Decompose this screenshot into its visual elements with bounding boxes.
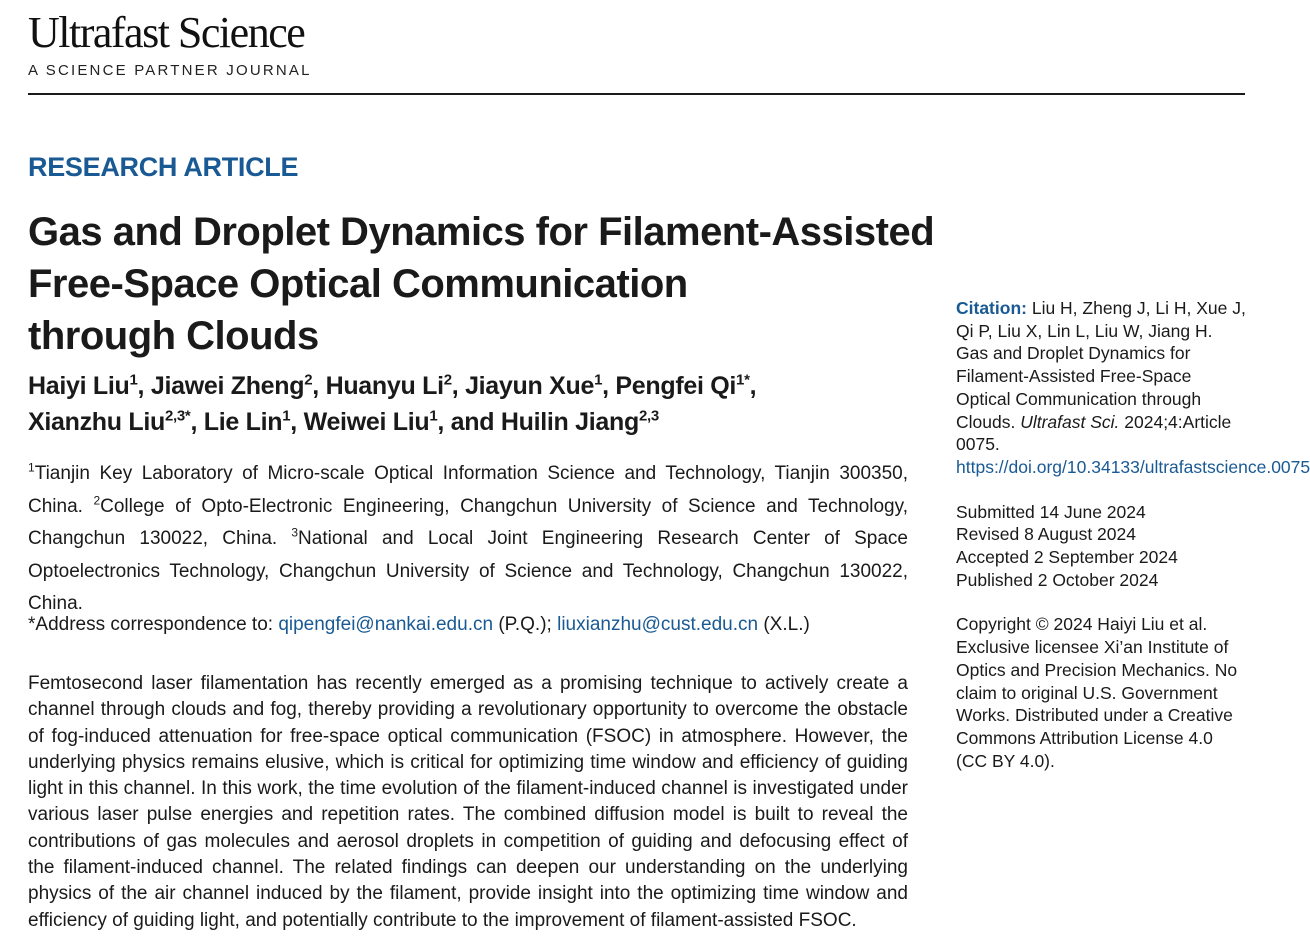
journal-name: Ultrafast Science bbox=[28, 8, 305, 57]
author-affil-sup: 2 bbox=[443, 371, 452, 389]
copyright-notice: Copyright © 2024 Haiyi Liu et al. Exclusive licensee Xi’an Institute of Optics and Precision Mechanics. No claim to original U.S. Government Works. Distributed under a Creative Commons Attribution License 4.0 (CC BY 4.0). bbox=[956, 614, 1238, 771]
author-affil-sup: 2,3 bbox=[638, 407, 659, 425]
article-type: RESEARCH ARTICLE bbox=[28, 152, 299, 182]
doi-link[interactable]: https://doi.org/10.34133/ultrafastscience.0075 bbox=[956, 456, 1310, 477]
author-name: Lie Lin bbox=[203, 408, 283, 436]
author-affil-sup: 1 bbox=[429, 407, 438, 425]
correspondence-suffix: (X.L.) bbox=[758, 614, 810, 635]
affil-sup: 3 bbox=[291, 525, 299, 540]
journal-tagline: A SCIENCE PARTNER JOURNAL bbox=[28, 62, 312, 79]
author-affil-sup: 1* bbox=[736, 371, 750, 389]
affil-sup: 1 bbox=[28, 460, 35, 475]
date-published: Published 2 October 2024 bbox=[956, 569, 1159, 590]
author-sep: , bbox=[137, 372, 151, 400]
author-list bbox=[28, 368, 928, 440]
article-title bbox=[28, 206, 935, 362]
author-affil-sup: 2,3* bbox=[164, 407, 191, 425]
citation-block bbox=[956, 297, 1310, 479]
affil-text: Tianjin Key Laboratory of Micro-scale Optical Information Science and Technology, Tianjin 300350, China. bbox=[28, 463, 908, 517]
citation-label: Citation: bbox=[956, 298, 1027, 318]
author-sep: , bbox=[290, 408, 304, 436]
affil-text: National and Local Joint Engineering Research Center of Space Optoelectronics Technology, Changchun University of Science and Technology, Changchun 130022, China. bbox=[28, 528, 908, 614]
title-line: Free-Space Optical Communication bbox=[28, 262, 688, 306]
author-sep: , and bbox=[437, 408, 501, 436]
email-link-qi[interactable]: qipengfei@nankai.edu.cn bbox=[278, 614, 494, 635]
author-sep: , bbox=[749, 372, 757, 400]
date-accepted: Accepted 2 September 2024 bbox=[956, 547, 1178, 568]
journal-masthead bbox=[28, 8, 312, 79]
author-affil-sup: 1 bbox=[282, 407, 291, 425]
affil-text: College of Opto-Electronic Engineering, Changchun University of Science and Technology, Changchun 130022, China. bbox=[28, 495, 908, 549]
correspondence-mid: (P.Q.); bbox=[493, 614, 558, 635]
affiliations bbox=[28, 458, 908, 621]
citation-text: Liu H, Zheng J, Li H, Xue J, Qi P, Liu X, Lin L, Liu W, Jiang H. Gas and Droplet Dynamics for Filament-Assisted Free-Space Optical Communication through Clouds. bbox=[956, 298, 1246, 432]
correspondence bbox=[28, 614, 908, 636]
citation-journal: Ultrafast Sci. bbox=[1020, 411, 1120, 432]
author-line bbox=[28, 404, 928, 440]
author-affil-sup: 1 bbox=[129, 371, 138, 389]
author-name: Haiyi Liu bbox=[28, 372, 130, 400]
author-affil-sup: 1 bbox=[594, 371, 603, 389]
author-sep: , bbox=[312, 372, 326, 400]
author-affil-sup: 2 bbox=[304, 371, 313, 389]
author-name: Huilin Jiang bbox=[500, 408, 639, 436]
author-name: Jiawei Zheng bbox=[150, 372, 305, 400]
citation-tail: 2024;4:Article 0075. bbox=[956, 411, 1232, 455]
email-link-liu[interactable]: liuxianzhu@cust.edu.cn bbox=[557, 614, 759, 635]
publication-dates bbox=[956, 501, 1246, 592]
title-line: through Clouds bbox=[28, 314, 319, 358]
author-line bbox=[28, 368, 928, 404]
header-divider bbox=[28, 93, 1245, 95]
author-name: Xianzhu Liu bbox=[28, 408, 165, 436]
correspondence-prefix: *Address correspondence to: bbox=[28, 614, 279, 635]
article-sidebar bbox=[956, 297, 1310, 772]
affil-sup: 2 bbox=[93, 493, 101, 508]
abstract: Femtosecond laser filamentation has recently emerged as a promising technique to actively create a channel through clouds and fog, thereby providing a revolutionary opportunity to overcome the obstacle of fog-induced attenuation for free-space optical communication (FSOC) in atmosphere. However, the underlying physics remains elusive, which is critical for optimizing time window and efficiency of guiding light in this channel. In this work, the time evolution of the filament-induced channel is investigated under various laser pulse energies and repetition rates. The combined diffusion model is built to reveal the contributions of gas molecules and aerosol droplets in competition of guiding and defocusing effect of the filament-induced channel. The related findings can deepen our understanding on the underlying physics of the air channel induced by the filament, provide insight into the optimizing time window and efficiency of guiding light, and potentially contribute to the improvement of filament-assisted FSOC. bbox=[28, 673, 908, 931]
title-line: Gas and Droplet Dynamics for Filament-Assisted bbox=[28, 210, 935, 254]
author-sep: , bbox=[602, 372, 616, 400]
author-name: Weiwei Liu bbox=[303, 408, 430, 436]
author-name: Huanyu Li bbox=[325, 372, 444, 400]
author-name: Jiayun Xue bbox=[465, 372, 595, 400]
date-submitted: Submitted 14 June 2024 bbox=[956, 501, 1146, 522]
author-sep: , bbox=[190, 408, 204, 436]
date-revised: Revised 8 August 2024 bbox=[956, 524, 1136, 545]
author-sep: , bbox=[451, 372, 466, 400]
author-name: Pengfei Qi bbox=[615, 372, 737, 400]
